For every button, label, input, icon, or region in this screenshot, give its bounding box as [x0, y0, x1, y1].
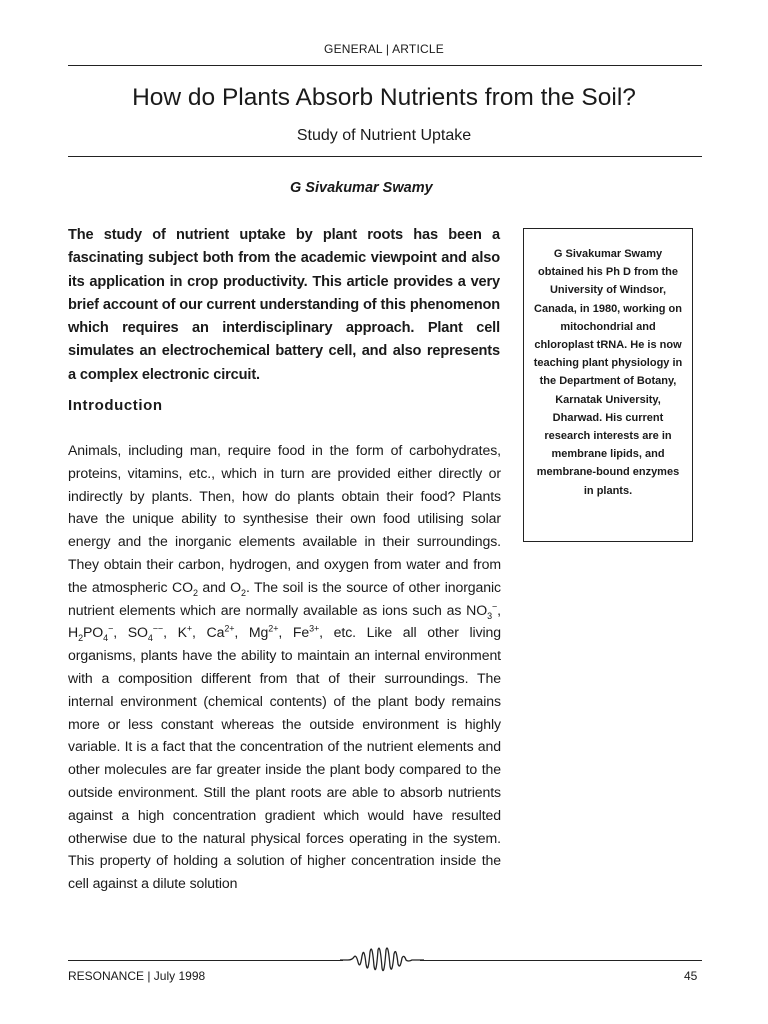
po4-text: PO: [82, 624, 104, 641]
author-name: G Sivakumar Swamy: [290, 180, 433, 196]
mg-text: , Mg: [234, 624, 269, 641]
article-title: How do Plants Absorb Nutrients from the Soil?: [132, 84, 636, 111]
h2-subscript: 2: [78, 633, 83, 644]
k-text: , K: [163, 624, 187, 641]
ca-superscript: 2+: [224, 623, 235, 634]
abstract: The study of nutrient uptake by plant roots has been a fascinating subject both from the academic viewpoint and also its application in crop productivity. This article provides a very brief account of our current understanding of this phenomenon which requires an interdisciplinary approach. Plant cell simulates an electrochemical battery cell, and also represents a complex electronic circuit.: [68, 227, 500, 383]
footer-rule-right: [420, 960, 702, 961]
ca-text: , Ca: [192, 624, 225, 641]
header-rule: [68, 65, 702, 66]
so4-text: , SO: [113, 624, 148, 641]
wave-ornament-icon: [340, 940, 424, 980]
so4-superscript: −−: [152, 623, 164, 634]
running-header: GENERAL | ARTICLE: [324, 42, 444, 56]
title-rule: [68, 156, 702, 157]
section-heading-introduction: Introduction: [68, 397, 163, 414]
article-subtitle: Study of Nutrient Uptake: [296, 127, 472, 144]
body-text-1: Animals, including man, require food in the form of carbohydrates, proteins, vitamins, etc., which in turn are provided either directly or indirectly by plants. Then, how do plants obtain their food? Plants have the unique ability to synthesise their own food utilising solar energy and the inorganic elements available in their surroundings. They obtain their carbon, hydrogen, and oxygen from water and from the atmospheric CO: [68, 442, 501, 595]
so4-subscript: 4: [147, 633, 153, 644]
co2-subscript: 2: [192, 587, 198, 598]
no3-superscript: −: [492, 600, 498, 611]
h2-prefix: , H: [68, 601, 501, 641]
po4-superscript: −: [108, 623, 114, 634]
body-paragraph: [68, 439, 501, 895]
body-text-3: , etc. Like all other living organisms, plants have the ability to maintain an internal environment with a composition different from that of their surroundings. The internal environment (chemical contents) of the plant body remains more or less constant whereas the outside environment is highly variable. It is a fact that the concentration of the nutrient elements and other molecules are far greater inside the plant body compared to the outside environment. Still the plant roots are able to absorb nutrients against a high concentration gradient which would have resulted otherwise due to the natural physical forces operating in the system. This property of holding a solution of higher concentration inside the cell against a dilute solution: [68, 624, 502, 892]
footer-journal: RESONANCE | July 1998: [68, 969, 206, 983]
mg-superscript: 2+: [268, 623, 279, 634]
fe-superscript: 3+: [309, 623, 320, 634]
no3-subscript: 3: [487, 610, 493, 621]
po4-subscript: 4: [103, 633, 109, 644]
body-and: and O: [197, 578, 242, 595]
author-bio-box: [523, 228, 693, 542]
o2-subscript: 2: [241, 587, 246, 598]
fe-text: , Fe: [278, 624, 310, 641]
footer-rule-left: [68, 960, 343, 961]
author-bio-text: G Sivakumar Swamy obtained his Ph D from the University of Windsor, Canada, in 1980, working on mitochondrial and chloroplast tRNA. He is now teaching plant physiology in the Department of Botany, Karnatak University, Dharwad. His current research interests are in membrane lipids, and membrane-bound enzymes in plants.: [533, 248, 683, 497]
k-superscript: +: [186, 623, 193, 634]
page-number: 45: [684, 969, 698, 983]
body-text-2: . The soil is the source of other inorganic nutrient elements which are normally available as ions such as NO: [68, 578, 501, 618]
